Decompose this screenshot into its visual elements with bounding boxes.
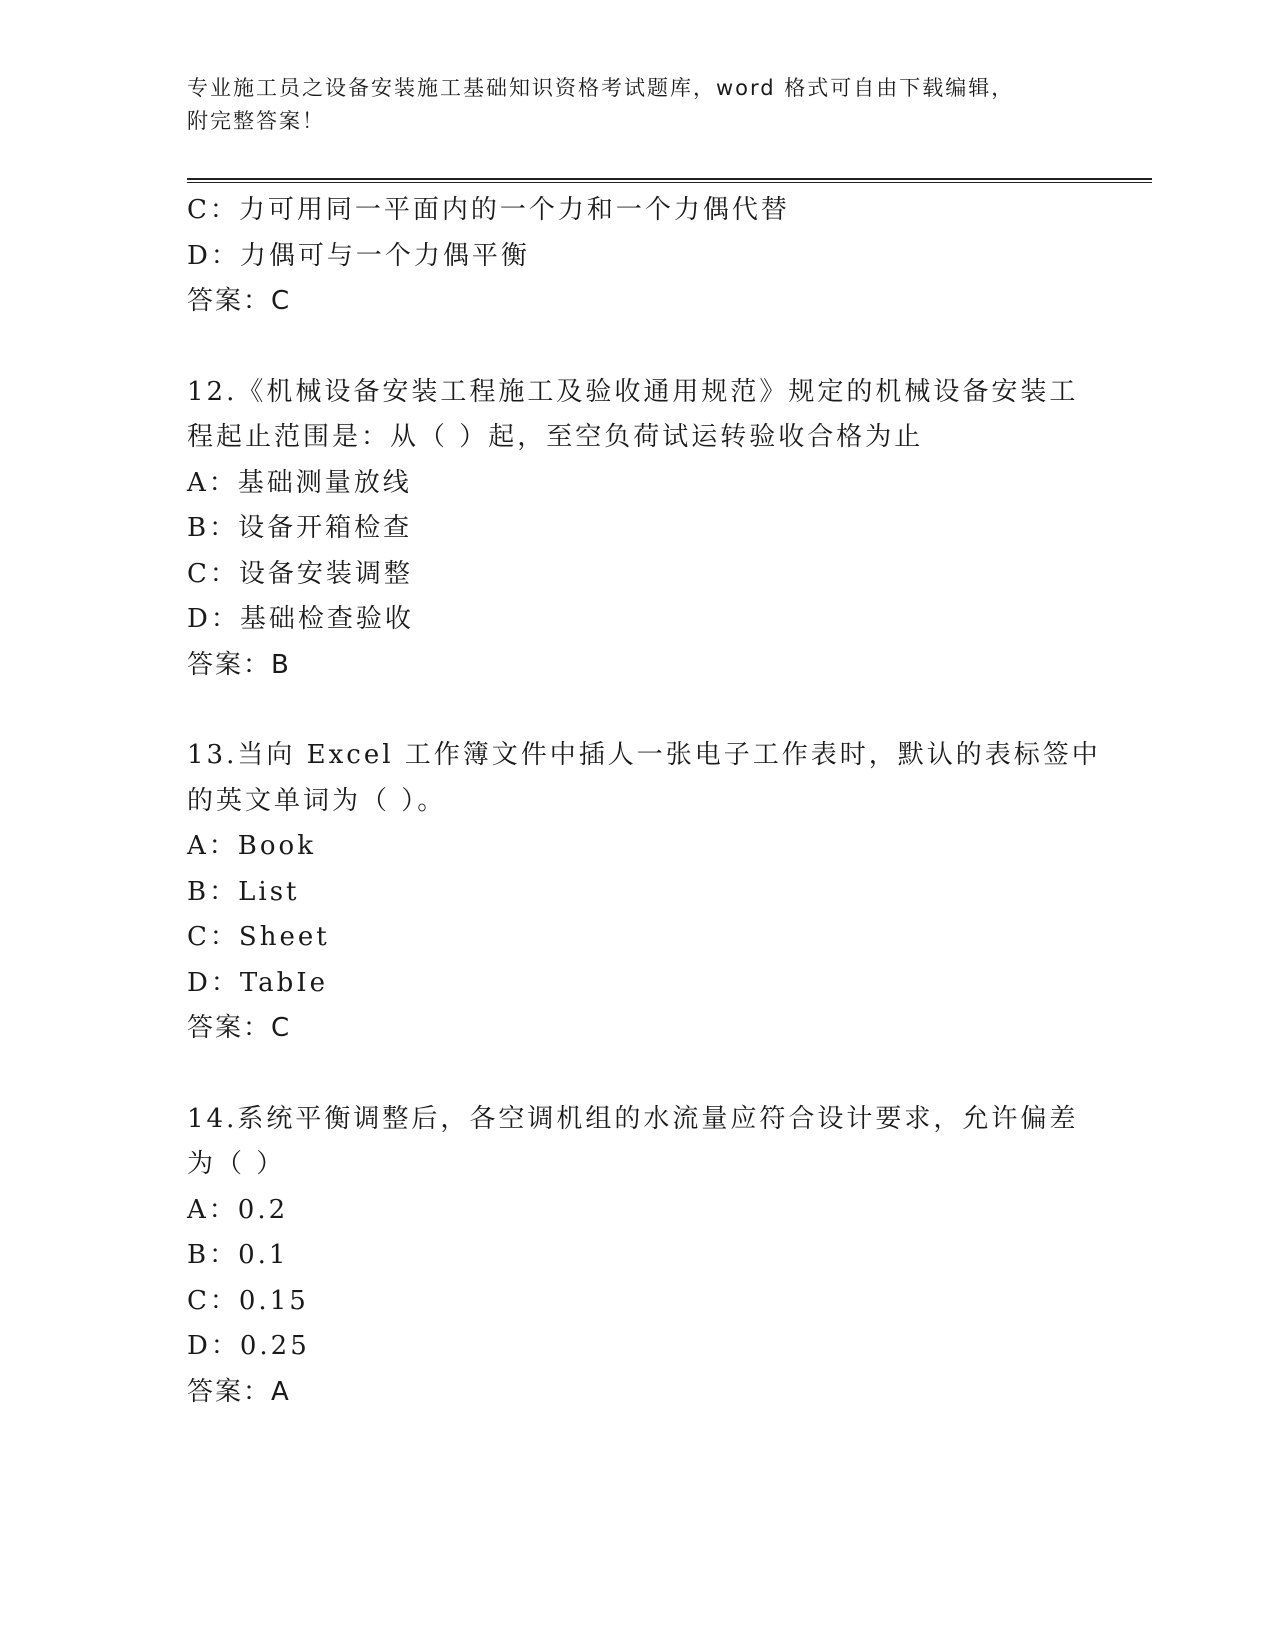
q13-title-line-1: 13.当向 Excel 工作簿文件中插人一张电子工作表时，默认的表标签中 [187,740,1101,770]
question-14 [187,1097,1087,1416]
q13-option-a: A：Book [187,831,316,861]
q12-option-a: A：基础测量放线 [187,467,412,498]
header-divider [187,178,1152,183]
q14-option-c: C：0.15 [187,1285,309,1316]
q13-title-line-2: 的英文单词为（ ）。 [187,785,447,816]
q12-title-line-2: 程起止范围是：从（ ）起，至空负荷试运转验收合格为止 [187,422,924,452]
q12-option-d: D：基础检查验收 [187,604,414,634]
document-header [187,72,1067,138]
q11-option-d: D：力偶可与一个力偶平衡 [187,240,530,271]
q13-option-c: C：Sheet [187,922,330,952]
q13-option-b: B：List [187,876,300,907]
q13-option-d: D：TabIe [187,967,328,998]
q14-option-a: A：0.2 [187,1194,289,1225]
q12-option-c: C：设备安装调整 [187,558,413,589]
q12-answer: 答案：B [187,649,291,680]
q14-title-line-2: 为（ ） [187,1149,286,1179]
question-12 [187,370,1087,689]
q11-answer: 答案：C [187,286,292,316]
header-line-2: 附完整答案！ [187,109,325,133]
q14-title-line-1: 14.系统平衡调整后，各空调机组的水流量应符合设计要求，允许偏差 [187,1103,1079,1134]
q12-title-line-1: 12.《机械设备安装工程施工及验收通用规范》规定的机械设备安装工 [187,376,1079,407]
q11-option-c: C：力可用同一平面内的一个力和一个力偶代替 [187,195,790,225]
spacer [187,325,1087,370]
q13-answer: 答案：C [187,1013,292,1043]
q12-option-b: B：设备开箱检查 [187,513,413,543]
header-line-1: 专业施工员之设备安装施工基础知识资格考试题库，word 格式可自由下载编辑， [187,76,1015,100]
question-13 [187,733,1101,1052]
q14-option-d: D：0.25 [187,1331,310,1361]
q14-answer: 答案：A [187,1376,291,1407]
q14-option-b: B：0.1 [187,1240,289,1270]
spacer [187,1052,1087,1097]
spacer [187,688,1087,733]
question-11 [187,188,1087,325]
questions-content [187,188,1101,1415]
